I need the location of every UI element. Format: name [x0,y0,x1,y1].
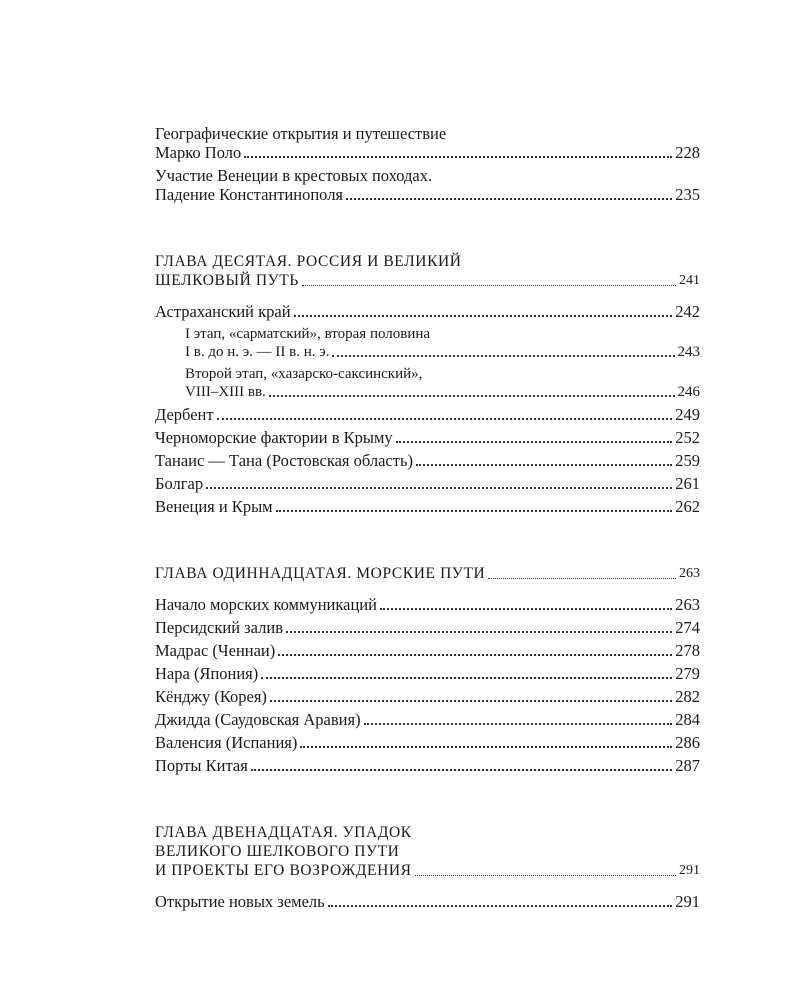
chapter-heading-12[interactable] [155,823,700,880]
dot-leader [364,723,673,725]
toc-entry-line: Второй этап, «хазарско-саксинский», [185,366,423,382]
dot-leader [380,608,672,610]
toc-page-number: 286 [675,733,700,752]
toc-entry-line: Географические открытия и путешествие [155,124,447,143]
toc-entry[interactable] [155,756,700,775]
toc-page-number: 259 [675,451,700,470]
dot-leader [269,395,675,397]
dot-leader [488,578,676,579]
toc-page-number: 261 [675,474,700,493]
chapter-page-number: 291 [679,863,700,878]
toc-entry[interactable] [155,451,700,470]
chapter-title-line: ГЛАВА ОДИННАДЦАТАЯ. МОРСКИЕ ПУТИ [155,565,486,582]
toc-entry[interactable] [155,618,700,637]
dot-leader [332,355,674,357]
dot-leader [261,677,672,679]
toc-entry[interactable] [155,428,700,447]
toc-entry[interactable] [155,405,700,424]
toc-entry[interactable] [155,474,700,493]
toc-entry-constantinople[interactable] [155,166,700,204]
dot-leader [206,487,672,489]
dot-leader [294,315,673,317]
toc-page-number: 284 [675,710,700,729]
toc-page-number: 249 [675,405,700,424]
toc-entry-title: Начало морских коммуникаций [155,595,377,614]
toc-page-number: 246 [677,384,700,400]
chapter-page-number: 263 [679,566,700,581]
toc-entry-title: Джидда (Саудовская Аравия) [155,710,361,729]
dot-leader [286,631,672,633]
dot-leader [251,769,672,771]
toc-entry-title: Открытие новых земель [155,892,325,911]
toc-entry[interactable] [155,302,700,321]
chapter-title-line: И ПРОЕКТЫ ЕГО ВОЗРОЖДЕНИЯ [155,862,412,879]
dot-leader [244,156,672,158]
toc-page-number: 287 [675,756,700,775]
chapter-page-number: 241 [679,273,700,288]
toc-entry-title: Мадрас (Ченнаи) [155,641,276,660]
dot-leader [416,464,672,466]
chapter-heading-11[interactable] [155,564,700,583]
toc-entry-title: VIII–XIII вв. [185,384,266,400]
toc-entry[interactable] [155,733,700,752]
toc-subentry[interactable] [155,325,700,361]
toc-page-number: 291 [675,892,700,911]
toc-page-number: 279 [675,664,700,683]
toc-entry-title: Порты Китая [155,756,248,775]
toc-entry-title: Марко Поло [155,143,242,162]
toc-entry[interactable] [155,710,700,729]
toc-page-number: 242 [675,302,700,321]
toc-entry-title: Нара (Япония) [155,664,259,683]
toc-entry-title: Черноморские фактории в Крыму [155,428,393,447]
dot-leader [300,746,672,748]
toc-page-number: 228 [675,143,700,162]
toc-entry-line: I этап, «сарматский», вторая половина [185,326,431,342]
toc-page-number: 282 [675,687,700,706]
dot-leader [415,875,676,876]
toc-entry-title: Персидский залив [155,618,284,637]
toc-entry-title: Венеция и Крым [155,497,273,516]
dot-leader [396,441,673,443]
toc-entry[interactable] [155,687,700,706]
toc-entry-line: Участие Венеции в крестовых походах. [155,166,433,185]
toc-entry[interactable] [155,892,700,911]
toc-subentry[interactable] [155,365,700,401]
chapter-title-line: ГЛАВА ДВЕНАДЦАТАЯ. УПАДОК [155,824,412,841]
chapter-title-line: ШЕЛКОВЫЙ ПУТЬ [155,272,299,289]
chapter-heading-10[interactable] [155,252,700,290]
chapter-title-line: ВЕЛИКОГО ШЕЛКОВОГО ПУТИ [155,843,400,860]
toc-entry-title: Болгар [155,474,204,493]
dot-leader [328,905,673,907]
toc-page-number: 243 [677,344,700,360]
toc-entry-title: Падение Константинополя [155,185,344,204]
toc-page-number: 278 [675,641,700,660]
dot-leader [346,198,672,200]
toc-page-number: 252 [675,428,700,447]
dot-leader [302,285,676,286]
toc-entry-marco-polo[interactable] [155,124,700,162]
toc-page-number: 263 [675,595,700,614]
toc-entry[interactable] [155,641,700,660]
toc-page-number: 262 [675,497,700,516]
toc-page-number: 235 [675,185,700,204]
toc-entry[interactable] [155,595,700,614]
toc-entry-title: Кёнджу (Корея) [155,687,267,706]
toc-page-number: 274 [675,618,700,637]
dot-leader [278,654,672,656]
toc-entry-title: Валенсия (Испания) [155,733,298,752]
toc-entry-title: Астраханский край [155,302,291,321]
toc-entry-title: I в. до н. э. — II в. н. э. [185,344,330,360]
dot-leader [270,700,672,702]
toc-entry-title: Дербент [155,405,214,424]
table-of-contents [155,124,700,915]
chapter-title-line: ГЛАВА ДЕСЯТАЯ. РОССИЯ И ВЕЛИКИЙ [155,253,462,270]
toc-entry[interactable] [155,664,700,683]
toc-entry[interactable] [155,497,700,516]
dot-leader [217,418,673,420]
dot-leader [276,510,673,512]
toc-entry-title: Танаис — Тана (Ростовская область) [155,451,413,470]
